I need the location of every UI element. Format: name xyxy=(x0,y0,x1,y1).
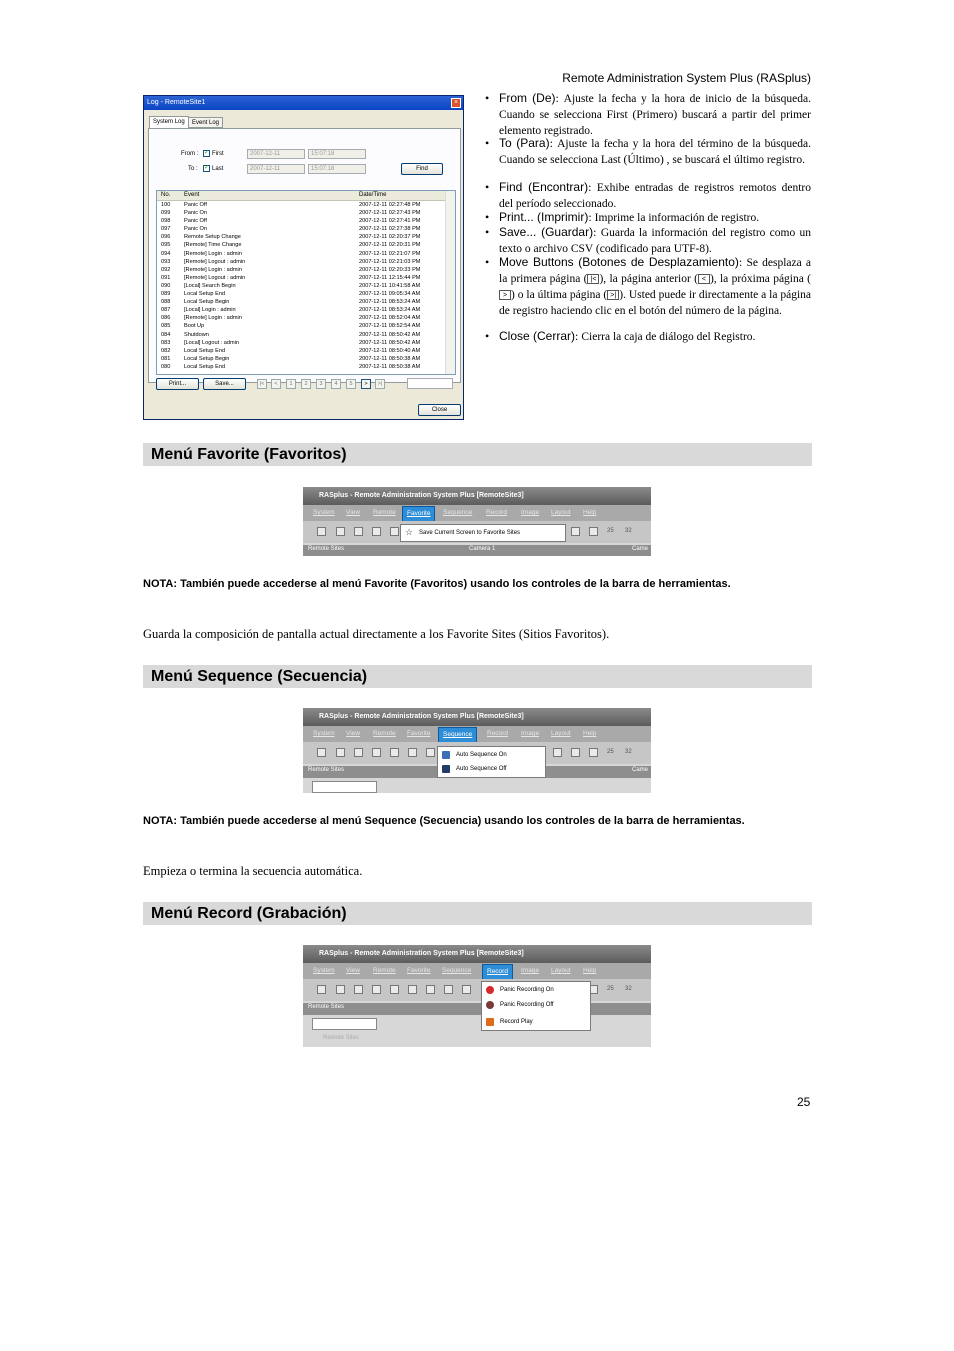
bullet-desc: ), la próxima página ( xyxy=(709,273,811,285)
menu-view[interactable]: View xyxy=(346,967,360,974)
bullet-save: • Save... (Guardar): Guarda la información del registro como un texto o archivo CSV (codificado para UTF-8). xyxy=(485,225,811,255)
save-button[interactable]: Save... xyxy=(203,378,246,390)
cell-datetime: 2007-12-11 08:50:42 AM xyxy=(359,339,421,346)
page-button[interactable]: > xyxy=(361,379,371,389)
menu-favorite[interactable]: Favorite xyxy=(407,967,431,974)
page-button[interactable]: 2 xyxy=(301,379,311,389)
menu-item-save-favorite[interactable]: ☆ Save Current Screen to Favorite Sites xyxy=(405,527,521,537)
to-date-field[interactable]: 2007-12-11 xyxy=(247,164,305,174)
cell-no: 098 xyxy=(161,218,171,225)
first-label: First xyxy=(212,151,224,157)
cell-datetime: 2007-12-11 02:27:48 PM xyxy=(359,202,421,208)
table-row[interactable] xyxy=(157,233,455,241)
cell-datetime: 2007-12-11 02:27:38 PM xyxy=(359,226,421,233)
toolbar-icon[interactable] xyxy=(408,985,417,994)
camera-label: Camera 1 xyxy=(469,546,496,552)
page-button[interactable]: 4 xyxy=(331,379,341,389)
bullet-desc: Cierra la caja de diálogo del Registro. xyxy=(581,331,756,343)
toolbar-icon[interactable] xyxy=(408,748,417,757)
cell-no: 085 xyxy=(161,323,171,330)
table-row[interactable] xyxy=(157,250,455,258)
table-row[interactable] xyxy=(157,355,455,363)
log-table-header xyxy=(157,191,455,201)
cell-datetime: 2007-12-11 08:50:42 AM xyxy=(359,331,421,338)
section-heading-record: Menú Record (Grabación) xyxy=(143,902,812,925)
cell-no: 084 xyxy=(161,331,171,338)
cell-no: 092 xyxy=(161,266,171,273)
menu-remote[interactable]: Remote xyxy=(373,509,396,516)
page-button[interactable]: 3 xyxy=(316,379,326,389)
cell-no: 096 xyxy=(161,234,171,241)
cell-datetime: 2007-12-11 02:21:07 PM xyxy=(359,250,421,257)
print-button[interactable]: Print... xyxy=(156,378,199,390)
cell-no: 083 xyxy=(161,339,171,346)
sequence-off-icon xyxy=(442,765,450,773)
cell-datetime: 2007-12-11 02:20:33 PM xyxy=(359,266,421,273)
bullet-move-buttons: • Move Buttons (Botones de Desplazamiento): Se desplaza a la primera página ( |< ), la página anterior ( < ), la próxima página (> ) o la última página ( >| ). Usted puede ir directamente a la página de registro haciendo clic en el botón del número de la página. xyxy=(485,255,811,317)
table-row[interactable] xyxy=(157,322,455,330)
bullet-key: Move Buttons (Botones de Desplazamiento) xyxy=(499,255,739,269)
bullet-key: Print... (Imprimir) xyxy=(499,210,589,224)
app-title: RASplus - Remote Administration System Plus [RemoteSite3] xyxy=(303,487,651,505)
bullet-from: • From (De): Ajuste la fecha y la hora de inicio de la búsqueda. Cuando se selecciona First (Primero) buscará a partir del primer elemento registrado. xyxy=(485,91,811,137)
bullet-desc: Ajuste la fecha y la hora del término de la búsqueda. Cuando se selecciona Last (Último) , se buscará el último registro. xyxy=(499,138,811,166)
from-time-field[interactable]: 15:07:18 xyxy=(308,149,366,159)
table-row[interactable] xyxy=(157,209,455,217)
cell-no: 081 xyxy=(161,355,171,362)
cell-no: 080 xyxy=(161,363,171,370)
menu-help[interactable]: Help xyxy=(583,730,597,737)
menu-system[interactable]: System xyxy=(313,509,335,516)
toolbar-icon[interactable] xyxy=(372,527,381,536)
table-row[interactable] xyxy=(157,290,455,298)
bullet-desc: ) o la última página ( xyxy=(511,289,608,301)
bullet-key: Find (Encontrar) xyxy=(499,180,589,194)
favorite-dropdown xyxy=(400,524,566,542)
grid-icon[interactable] xyxy=(589,748,598,757)
menu-record[interactable]: Record xyxy=(482,964,513,980)
toolbar-icon[interactable] xyxy=(317,527,326,536)
first-checkbox[interactable]: ✓ xyxy=(204,150,210,156)
toolbar-icon[interactable] xyxy=(426,985,435,994)
cell-no: 082 xyxy=(161,347,171,354)
bullet-key: Close (Cerrar) xyxy=(499,329,576,343)
para-favorite: Guarda la composición de pantalla actual directamente a los Favorite Sites (Sitios Favoritos). xyxy=(143,627,610,641)
remote-sites-label: Remote Sites xyxy=(308,546,345,552)
table-row[interactable] xyxy=(157,347,455,355)
cell-event: [Local] Login : admin xyxy=(184,307,236,314)
cell-no: 089 xyxy=(161,291,171,298)
cell-event: Local Setup End xyxy=(184,347,226,354)
record-off-icon xyxy=(486,1001,494,1009)
cell-datetime: 2007-12-11 08:50:40 AM xyxy=(359,347,421,354)
menu-item-panic-recording-off[interactable]: Panic Recording Off xyxy=(482,998,554,1012)
cell-datetime: 2007-12-11 09:05:34 AM xyxy=(359,291,421,298)
toolbar-icon[interactable] xyxy=(390,527,399,536)
toolbar-icon[interactable] xyxy=(354,748,363,757)
column-no: No. xyxy=(161,192,171,198)
menu-layout[interactable]: Layout xyxy=(551,730,571,737)
cell-datetime: 2007-12-11 02:20:37 PM xyxy=(359,234,421,241)
cell-datetime: 2007-12-11 08:50:38 AM xyxy=(359,363,421,370)
record-dropdown xyxy=(481,981,591,1031)
toolbar-32[interactable]: 32 xyxy=(625,749,632,755)
menu-help[interactable]: Help xyxy=(583,967,597,974)
toolbar-icon[interactable] xyxy=(390,748,399,757)
bullet-key: To (Para) xyxy=(499,136,550,150)
cell-datetime: 2007-12-11 08:50:38 AM xyxy=(359,355,421,362)
last-checkbox[interactable]: ✓ xyxy=(204,165,210,171)
log-panel xyxy=(148,128,461,387)
star-icon: ☆ xyxy=(405,527,414,537)
next-page-icon: > xyxy=(499,290,511,300)
table-row[interactable] xyxy=(157,298,455,306)
cell-event: Local Setup Begin xyxy=(184,355,230,362)
cell-event: [Remote] Login : admin xyxy=(184,315,242,322)
cell-datetime: 2007-12-11 12:15:44 PM xyxy=(359,274,421,281)
cell-no: 100 xyxy=(161,202,171,208)
cell-datetime: 2007-12-11 08:52:04 AM xyxy=(359,315,421,322)
dialog-close-button[interactable]: Close xyxy=(418,404,461,416)
last-label: Last xyxy=(212,166,224,172)
section-heading-sequence: Menú Sequence (Secuencia) xyxy=(143,665,812,688)
menu-system[interactable]: System xyxy=(313,967,335,974)
cell-datetime: 2007-12-11 08:52:54 AM xyxy=(359,323,421,330)
log-table-scrollbar[interactable] xyxy=(445,191,455,374)
bullet-desc: ), la página anterior ( xyxy=(599,273,698,285)
app-title: RASplus - Remote Administration System Plus [RemoteSite3] xyxy=(303,708,651,726)
cell-event: Panic On xyxy=(184,210,208,217)
toolbar-icon[interactable] xyxy=(426,748,435,757)
table-row[interactable] xyxy=(157,225,455,233)
camera-label-short: Came xyxy=(632,767,649,773)
cell-no: 099 xyxy=(161,210,171,217)
grid-icon[interactable] xyxy=(553,748,562,757)
cell-event: Remote Setup Change xyxy=(184,234,241,241)
page-button[interactable]: |< xyxy=(257,379,267,389)
menu-view[interactable]: View xyxy=(346,509,360,516)
menu-item-auto-sequence-on[interactable]: Auto Sequence On xyxy=(438,748,507,762)
from-label: From : xyxy=(181,151,199,157)
cell-event: Boot Up xyxy=(184,323,205,330)
menu-layout[interactable]: Layout xyxy=(551,509,571,516)
menu-system[interactable]: System xyxy=(313,730,335,737)
cell-event: [Remote] Logout : admin xyxy=(184,258,246,265)
toolbar-icon[interactable] xyxy=(390,985,399,994)
page-button[interactable]: 5 xyxy=(346,379,356,389)
cell-event: [Local] Search Begin xyxy=(184,282,236,289)
table-row[interactable] xyxy=(157,363,455,371)
record-menu-screenshot xyxy=(303,945,651,1047)
cell-event: [Remote] Login : admin xyxy=(184,250,242,257)
menu-record[interactable]: Record xyxy=(486,509,507,516)
cell-no: 094 xyxy=(161,250,171,257)
grid-icon[interactable] xyxy=(571,527,580,536)
remote-sites-search-input[interactable] xyxy=(312,781,377,793)
toolbar-icon[interactable] xyxy=(354,527,363,536)
toolbar-icon[interactable] xyxy=(462,985,471,994)
cell-event: Local Setup Begin xyxy=(184,299,230,306)
menu-remote[interactable]: Remote xyxy=(373,730,396,737)
cell-datetime: 2007-12-11 10:41:58 AM xyxy=(359,282,421,289)
close-icon[interactable]: × xyxy=(451,98,461,108)
play-icon xyxy=(486,1018,494,1026)
prev-page-icon: < xyxy=(698,274,710,284)
cell-no: 091 xyxy=(161,274,171,281)
cell-no: 086 xyxy=(161,315,171,322)
record-on-icon xyxy=(486,986,494,994)
sequence-dropdown xyxy=(437,746,546,778)
grid-icon[interactable] xyxy=(589,527,598,536)
log-table-body xyxy=(157,201,455,371)
sequence-on-icon xyxy=(442,751,450,759)
table-row[interactable] xyxy=(157,217,455,225)
table-row[interactable] xyxy=(157,201,455,209)
cell-event: [Remote] Logout : admin xyxy=(184,274,246,281)
cell-no: 095 xyxy=(161,242,171,249)
app-title: RASplus - Remote Administration System Plus [RemoteSite3] xyxy=(303,945,651,963)
remote-sites-label: Remote Sites xyxy=(308,767,345,773)
toolbar-25[interactable]: 25 xyxy=(607,986,614,992)
cell-no: 090 xyxy=(161,282,171,289)
menu-favorite[interactable]: Favorite xyxy=(402,506,435,522)
cell-datetime: 2007-12-11 02:21:03 PM xyxy=(359,258,421,265)
bullet-desc: ). Usted puede ir directamente a la página de registro haciendo clic en el botón del número de la página. xyxy=(499,289,811,317)
tab-event-log[interactable]: Event Log xyxy=(188,117,223,128)
cell-event: [Remote] Login : admin xyxy=(184,266,242,273)
toolbar-icon[interactable] xyxy=(372,985,381,994)
toolbar-icon[interactable] xyxy=(354,985,363,994)
page-header: Remote Administration System Plus (RASplus) xyxy=(562,71,811,85)
menu-image[interactable]: Image xyxy=(521,730,540,737)
toolbar-32[interactable]: 32 xyxy=(625,986,632,992)
last-page-icon: >| xyxy=(607,290,619,300)
menu-image[interactable]: Image xyxy=(521,509,540,516)
cell-datetime: 2007-12-11 08:53:24 AM xyxy=(359,307,421,314)
table-row[interactable] xyxy=(157,339,455,347)
cell-event: Panic Off xyxy=(184,218,207,225)
table-row[interactable] xyxy=(157,282,455,290)
toolbar-icon[interactable] xyxy=(372,748,381,757)
cell-no: 087 xyxy=(161,307,171,314)
menu-help[interactable]: Help xyxy=(583,509,597,516)
bullet-to: • To (Para): Ajuste la fecha y la hora del término de la búsqueda. Cuando se selecciona Last (Último) , se buscará el último registro. xyxy=(485,136,811,166)
cell-datetime: 2007-12-11 02:20:31 PM xyxy=(359,242,421,249)
bullet-key: From (De) xyxy=(499,91,556,105)
menu-favorite[interactable]: Favorite xyxy=(407,730,431,737)
cell-event: [Local] Logout : admin xyxy=(184,339,240,346)
para-sequence: Empieza o termina la secuencia automática. xyxy=(143,864,363,878)
first-page-icon: |< xyxy=(587,274,599,284)
to-label: To : xyxy=(188,166,198,172)
toolbar-32[interactable]: 32 xyxy=(625,528,632,534)
page-button[interactable]: < xyxy=(271,379,281,389)
bullet-desc: Se desplaza a la primera página ( xyxy=(499,257,811,285)
from-date-field[interactable]: 2007-12-11 xyxy=(247,149,305,159)
table-row[interactable] xyxy=(157,314,455,322)
cell-no: 097 xyxy=(161,226,171,233)
tab-system-log[interactable]: System Log xyxy=(149,116,189,128)
toolbar-25[interactable]: 25 xyxy=(607,528,614,534)
page-button[interactable]: >| xyxy=(375,379,385,389)
cell-event: Shutdown xyxy=(184,331,209,338)
bullet-desc: Ajuste la fecha y la hora de inicio de la búsqueda. Cuando se selecciona First (Primero) buscará a partir del primer elemento registrado. xyxy=(499,93,811,137)
cell-datetime: 2007-12-11 08:53:24 AM xyxy=(359,299,421,306)
column-datetime: Date/Time xyxy=(359,192,387,198)
cell-datetime: 2007-12-11 02:27:43 PM xyxy=(359,210,421,217)
bullet-key: Save... (Guardar) xyxy=(499,225,594,239)
table-row[interactable] xyxy=(157,274,455,282)
table-row[interactable] xyxy=(157,266,455,274)
note-sequence: NOTA: También puede accederse al menú Sequence (Secuencia) usando los controles de la barra de herramientas. xyxy=(143,815,745,827)
bullet-desc: Imprime la información de registro. xyxy=(594,212,760,224)
page-number: 25 xyxy=(797,1095,811,1109)
toolbar-25[interactable]: 25 xyxy=(607,749,614,755)
cell-no: 093 xyxy=(161,258,171,265)
cell-datetime: 2007-12-11 02:27:41 PM xyxy=(359,218,421,225)
menu-view[interactable]: View xyxy=(346,730,360,737)
menu-layout[interactable]: Layout xyxy=(551,967,571,974)
remote-sites-tree-node[interactable]: Remote Sites xyxy=(323,1035,360,1041)
sequence-menu-screenshot xyxy=(303,708,651,793)
toolbar-icon[interactable] xyxy=(336,985,345,994)
log-table xyxy=(156,190,456,375)
page-button[interactable]: 1 xyxy=(286,379,296,389)
bullet-close: • Close (Cerrar): Cierra la caja de diálogo del Registro. xyxy=(485,329,756,343)
cell-event: [Remote] Time Change xyxy=(184,242,242,249)
cell-event: Panic On xyxy=(184,226,208,233)
cell-event: Panic Off xyxy=(184,202,207,208)
menu-item-record-play[interactable]: Record Play xyxy=(482,1015,533,1029)
column-event: Event xyxy=(184,192,200,198)
toolbar-icon[interactable] xyxy=(444,985,453,994)
remote-sites-label: Remote Sites xyxy=(308,1004,345,1010)
bullet-desc: Exhibe entradas de registros remotos dentro del período seleccionado. xyxy=(499,182,811,210)
bullet-find: • Find (Encontrar): Exhibe entradas de registros remotos dentro del período seleccionado. xyxy=(485,180,811,210)
menu-item-auto-sequence-off[interactable]: Auto Sequence Off xyxy=(438,762,507,776)
menu-sequence[interactable]: Sequence xyxy=(442,967,472,974)
cell-event: Local Setup End xyxy=(184,363,226,370)
menu-remote[interactable]: Remote xyxy=(373,967,396,974)
toolbar-icon[interactable] xyxy=(317,985,326,994)
log-dialog-titlebar xyxy=(144,96,463,110)
grid-icon[interactable] xyxy=(571,748,580,757)
cell-no: 088 xyxy=(161,299,171,306)
favorite-menu-screenshot xyxy=(303,487,651,556)
camera-label-short: Came xyxy=(632,546,649,552)
bullet-desc: Guarda la información del registro como un texto o archivo CSV (codificado para UTF-8). xyxy=(499,227,811,255)
menu-image[interactable]: Image xyxy=(521,967,540,974)
find-button[interactable]: Find xyxy=(401,163,443,175)
bullet-print: • Print... (Imprimir): Imprime la información de registro. xyxy=(485,210,760,224)
toolbar-icon[interactable] xyxy=(317,748,326,757)
table-row[interactable] xyxy=(157,258,455,266)
cell-event: Local Setup End xyxy=(184,291,226,298)
menu-sequence[interactable]: Sequence xyxy=(438,727,477,743)
page-input[interactable] xyxy=(407,378,453,389)
table-row[interactable] xyxy=(157,241,455,249)
to-time-field[interactable]: 15:07:18 xyxy=(308,164,366,174)
table-row[interactable] xyxy=(157,306,455,314)
remote-sites-search-input[interactable] xyxy=(312,1018,377,1030)
toolbar-icon[interactable] xyxy=(336,527,345,536)
log-dialog xyxy=(143,95,464,420)
toolbar-icon[interactable] xyxy=(336,748,345,757)
menu-sequence[interactable]: Sequence xyxy=(443,509,473,516)
menu-item-panic-recording-on[interactable]: Panic Recording On xyxy=(482,983,554,997)
log-dialog-title: Log - RemoteSite1 xyxy=(147,99,206,106)
note-favorite: NOTA: También puede accederse al menú Favorite (Favoritos) usando los controles de la barra de herramientas. xyxy=(143,578,731,590)
table-row[interactable] xyxy=(157,331,455,339)
menu-record[interactable]: Record xyxy=(487,730,508,737)
section-heading-favorite: Menú Favorite (Favoritos) xyxy=(143,443,812,466)
